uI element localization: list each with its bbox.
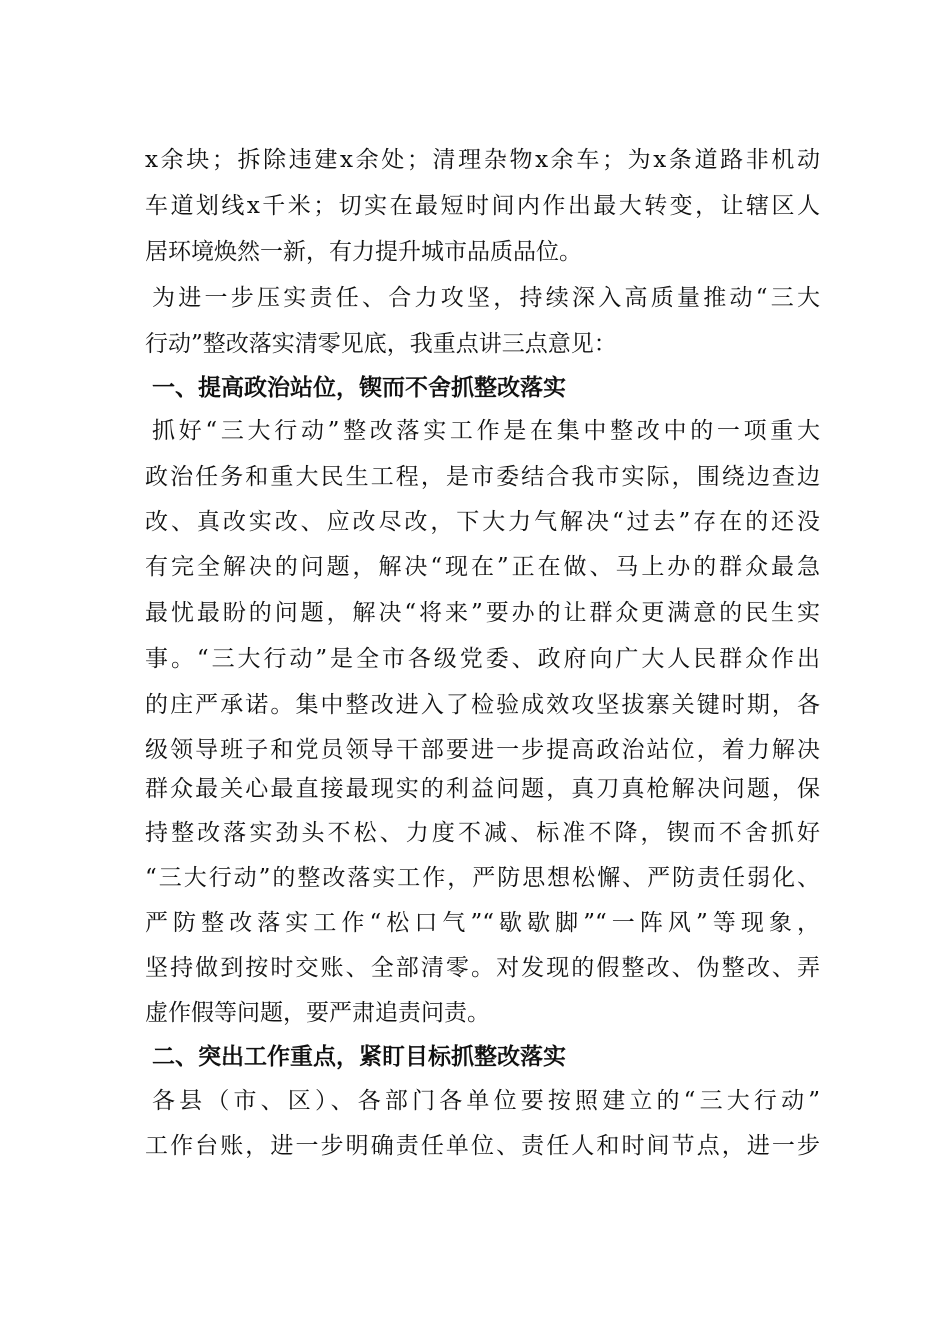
body-text-line: 行动”整改落实清零见底，我重点讲三点意见： bbox=[145, 331, 617, 357]
body-text-line: 最忧最盼的问题，解决“将来”要办的让群众更满意的民生实 bbox=[145, 600, 820, 626]
body-text-line: 居环境焕然一新，有力提升城市品质品位。 bbox=[145, 239, 582, 265]
body-text-line: 各县（市、区）、各部门各单位要按照建立的“三大行动” bbox=[152, 1088, 820, 1114]
body-text-line: 群众最关心最直接最现实的利益问题，真刀真枪解决问题，保 bbox=[145, 776, 820, 802]
body-text-line: 有完全解决的问题，解决“现在”正在做、马上办的群众最急 bbox=[145, 554, 820, 580]
body-text-line: x余块；拆除违建x余处；清理杂物x余车；为x条道路非机动 bbox=[145, 147, 820, 173]
body-text-line: 虚作假等问题，要严肃追责问责。 bbox=[145, 1000, 490, 1026]
body-text-line: 级领导班子和党员领导干部要进一步提高政治站位，着力解决 bbox=[145, 737, 820, 763]
body-text-line: 的庄严承诺。集中整改进入了检验成效攻坚拔寨关键时期，各 bbox=[145, 692, 820, 718]
body-text-line: 政治任务和重大民生工程，是市委结合我市实际，围绕边查边 bbox=[145, 464, 820, 490]
body-text-line: 改、真改实改、应改尽改，下大力气解决“过去”存在的还没 bbox=[145, 509, 820, 535]
body-text-line: 持整改落实劲头不松、力度不减、标准不降，锲而不舍抓好 bbox=[145, 820, 820, 846]
body-text-line: 车道划线x千米；切实在最短时间内作出最大转变，让辖区人 bbox=[145, 193, 820, 219]
body-text-line: “三大行动”的整改落实工作，严防思想松懈、严防责任弱化、 bbox=[145, 865, 820, 891]
body-text-line: 工作台账，进一步明确责任单位、责任人和时间节点，进一步 bbox=[145, 1133, 820, 1159]
body-text-line: 严防整改落实工作“松口气”“歇歇脚”“一阵风”等现象， bbox=[145, 910, 820, 936]
body-text-line: 为进一步压实责任、合力攻坚，持续深入高质量推动“三大 bbox=[152, 285, 820, 311]
section-heading-1: 一、提高政治站位，锲而不舍抓整改落实 bbox=[152, 375, 566, 401]
body-text-line: 抓好“三大行动”整改落实工作是在集中整改中的一项重大 bbox=[152, 418, 820, 444]
body-text-line: 事。“三大行动”是全市各级党委、政府向广大人民群众作出 bbox=[145, 646, 820, 672]
body-text-line: 坚持做到按时交账、全部清零。对发现的假整改、伪整改、弄 bbox=[145, 955, 820, 981]
section-heading-2: 二、突出工作重点，紧盯目标抓整改落实 bbox=[152, 1044, 566, 1070]
